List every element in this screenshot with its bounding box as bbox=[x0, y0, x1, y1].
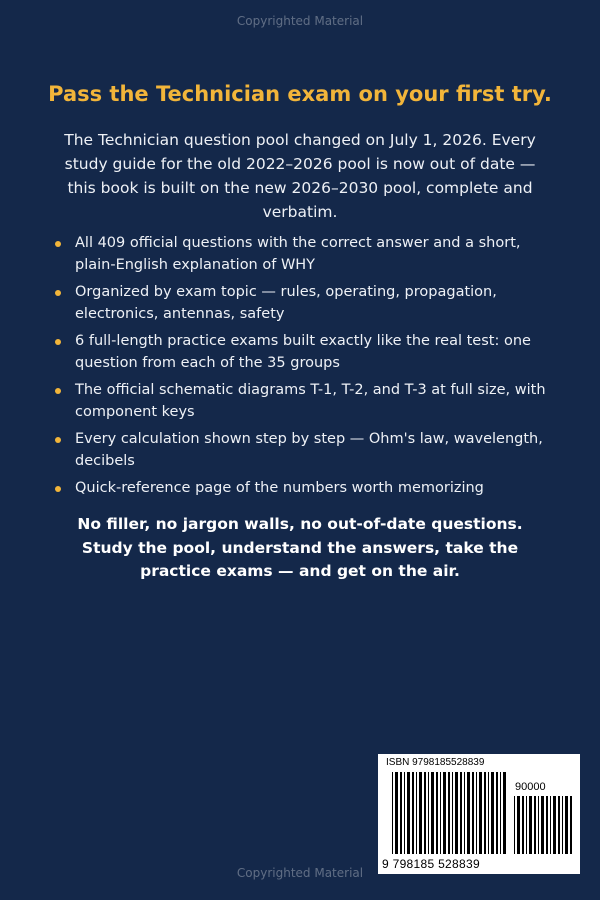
feature-text: 6 full-length practice exams built exactly like the real test: one question from each of the 35 groups bbox=[75, 333, 531, 371]
headline: Pass the Technician exam on your first try. bbox=[48, 82, 552, 106]
bullet-dot-icon bbox=[55, 388, 61, 394]
bullet-dot-icon bbox=[55, 486, 61, 492]
feature-text: Quick-reference page of the numbers worth memorizing bbox=[75, 480, 484, 496]
bullet-dot-icon bbox=[55, 437, 61, 443]
feature-text: Every calculation shown step by step — Ohm's law, wavelength, decibels bbox=[75, 431, 543, 469]
feature-item bbox=[55, 282, 555, 325]
feature-item bbox=[55, 429, 555, 472]
watermark-top: Copyrighted Material bbox=[236, 14, 364, 28]
bullet-dot-icon bbox=[55, 339, 61, 345]
barcode-digits: 9 798185 528839 bbox=[382, 857, 480, 871]
bullet-dot-icon bbox=[55, 290, 61, 296]
watermark-bottom: Copyrighted Material bbox=[236, 866, 364, 880]
isbn-label: ISBN 9798185528839 bbox=[386, 757, 485, 768]
feature-item bbox=[55, 380, 555, 423]
feature-item bbox=[55, 478, 555, 500]
feature-text: All 409 official questions with the correct answer and a short, plain-English explanation of WHY bbox=[75, 235, 521, 273]
barcode-icon bbox=[378, 754, 580, 874]
barcode-panel bbox=[378, 754, 580, 874]
feature-text: The official schematic diagrams T-1, T-2, and T-3 at full size, with component keys bbox=[75, 382, 546, 420]
intro-paragraph: The Technician question pool changed on July 1, 2026. Every study guide for the old 2022–2026 pool is now out of date — this book is built on the new 2026–2030 pool, complete and verbatim. bbox=[64, 131, 536, 221]
closing-statement: No filler, no jargon walls, no out-of-date questions. Study the pool, understand the answers, take the practice exams — and get on the air. bbox=[77, 515, 523, 580]
feature-text: Organized by exam topic — rules, operating, propagation, electronics, antennas, safety bbox=[75, 284, 497, 322]
feature-item bbox=[55, 233, 555, 276]
price-code: 90000 bbox=[515, 781, 546, 793]
feature-item bbox=[55, 331, 555, 374]
bullet-dot-icon bbox=[55, 241, 61, 247]
feature-list bbox=[55, 233, 555, 506]
